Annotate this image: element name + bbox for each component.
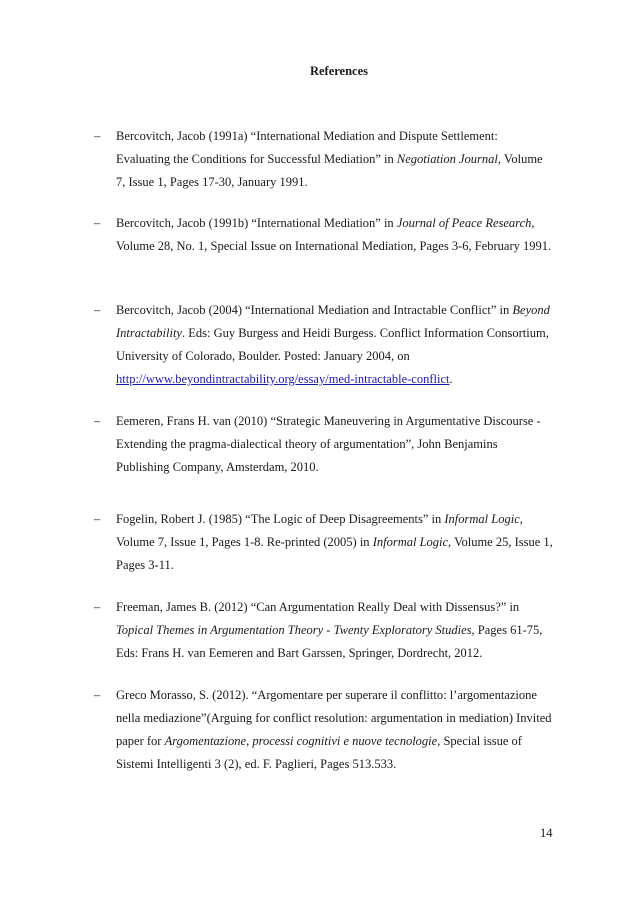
reference-title: Argomentazione, processi cognitivi e nuove tecnologie: [164, 734, 438, 748]
reference-segment: . Eds: Guy Burgess and Heidi Burgess. Conflict Information Consortium, University of Colorado, Boulder. Posted: January 2004, on: [116, 326, 549, 363]
reference-text: [94, 596, 554, 665]
reference-item: [94, 299, 554, 391]
reference-segment: Fogelin, Robert J. (1985) “The Logic of Deep Disagreements” in: [116, 512, 445, 526]
reference-segment: , Special issue of Sistemi Intelligenti 3 (2), ed. F. Paglieri, Pages 513.533.: [116, 734, 522, 771]
list-bullet: –: [94, 303, 101, 317]
reference-link[interactable]: http://www.beyondintractability.org/essay/med-intractable-conflict: [116, 372, 450, 386]
reference-title: Beyond Intractability: [116, 303, 550, 340]
reference-text: [94, 684, 554, 776]
reference-segment: , Pages 61-75, Eds: Frans H. van Eemeren and Bart Garssen, Springer, Dordrecht, 2012.: [116, 623, 543, 660]
list-bullet: –: [94, 600, 101, 614]
reference-item: [94, 684, 554, 776]
reference-item: [94, 508, 554, 577]
reference-title: Journal of Peace Research: [396, 216, 532, 230]
reference-title: Topical Themes in Argumentation Theory - Twenty Exploratory Studies: [116, 623, 472, 637]
reference-segment: , Volume 28, No. 1, Special Issue on International Mediation, Pages 3-6, February 1991.: [116, 216, 552, 253]
reference-segment: Bercovitch, Jacob (2004) “International Mediation and Intractable Conflict” in: [116, 303, 513, 317]
page-title: References: [309, 64, 369, 78]
reference-title: Informal Logic: [372, 535, 449, 549]
reference-segment: Freeman, James B. (2012) “Can Argumentation Really Deal with Dissensus?” in: [116, 600, 520, 614]
reference-title: Informal Logic: [444, 512, 520, 526]
reference-title: Negotiation Journal: [396, 152, 498, 166]
reference-segment: Greco Morasso, S. (2012). “Argomentare per superare il conflitto: l’argomentazione nella mediazione”(Arguing for conflict resolution: argumentation in mediation) Invited paper for: [116, 688, 552, 748]
reference-segment: , Volume 7, Issue 1, Pages 1-8. Re-printed (2005) in: [116, 512, 523, 549]
list-bullet: –: [94, 688, 101, 702]
reference-text: [94, 212, 554, 258]
reference-segment: .: [449, 372, 453, 386]
reference-segment: Eemeren, Frans H. van (2010) “Strategic Maneuvering in Argumentative Discourse - Extending the pragma-dialectical theory of argumentation”, John Benjamins Publishing Company, Amsterdam, 2010.: [116, 414, 541, 474]
reference-item: [94, 596, 554, 665]
list-bullet: –: [94, 512, 101, 526]
reference-text: [94, 508, 554, 577]
list-bullet: –: [94, 216, 101, 230]
list-bullet: –: [94, 129, 101, 143]
reference-item: [94, 125, 554, 194]
reference-text: [94, 125, 554, 194]
reference-segment: , Volume 7, Issue 1, Pages 17-30, January 1991.: [116, 152, 543, 189]
reference-segment: Bercovitch, Jacob (1991b) “International Mediation” in: [116, 216, 397, 230]
reference-segment: Bercovitch, Jacob (1991a) “International Mediation and Dispute Settlement: Evaluating the Conditions for Successful Mediation” in: [116, 129, 498, 166]
reference-item: [94, 212, 554, 258]
reference-segment: , Volume 25, Issue 1, Pages 3-11.: [116, 535, 553, 572]
reference-text: [94, 410, 554, 479]
list-bullet: –: [94, 414, 101, 428]
page-number: 14: [540, 826, 553, 840]
reference-text: [94, 299, 554, 391]
reference-item: [94, 410, 554, 479]
